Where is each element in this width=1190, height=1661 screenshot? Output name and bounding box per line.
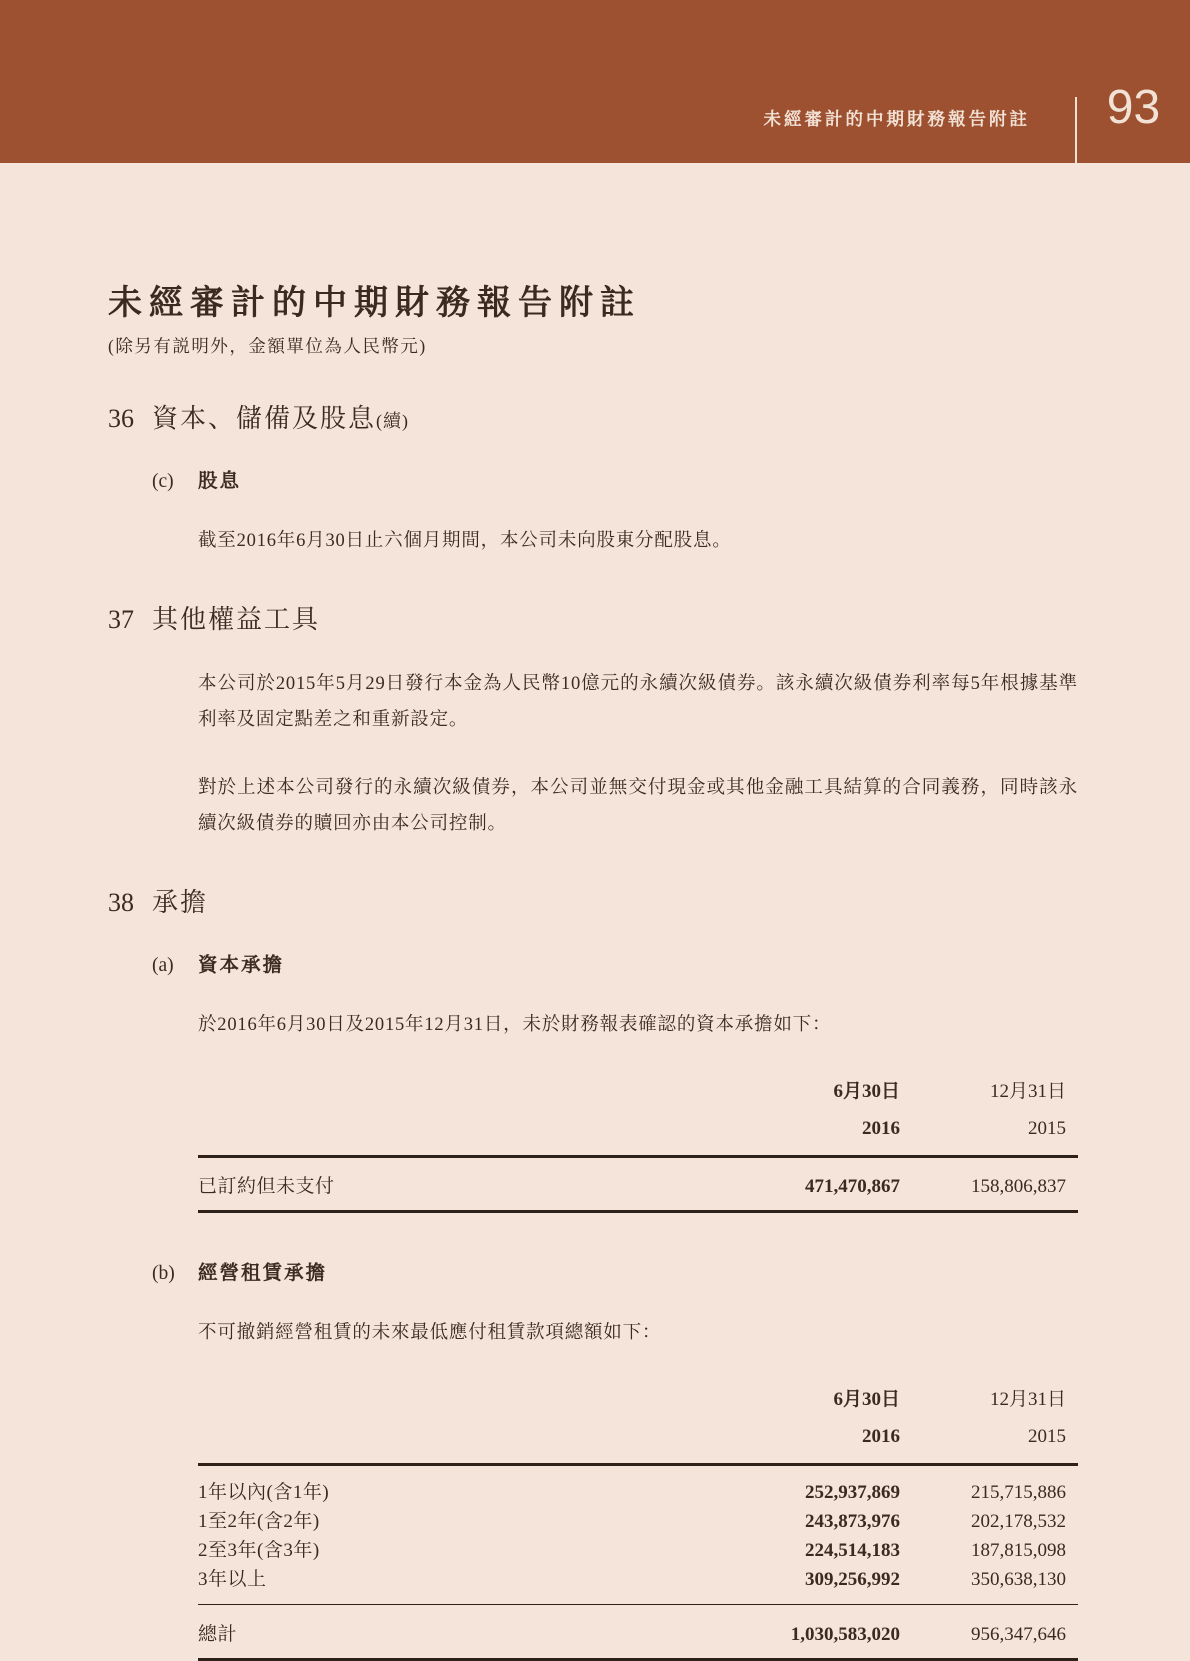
row-value-2015: 215,715,886 <box>971 1482 1066 1503</box>
col-2016-year: 2016 <box>862 1118 900 1139</box>
capital-commitments-table-header <box>198 1073 1078 1155</box>
section-36-number: 36 <box>108 404 134 433</box>
total-label: 總計 <box>198 1624 238 1645</box>
subsection-38a-title: 資本承擔 <box>198 955 285 976</box>
row-label: 1至2年(含2年) <box>198 1511 320 1532</box>
table-total-row <box>198 1605 1078 1658</box>
table-row <box>198 1565 1078 1594</box>
subsection-38a <box>152 949 1078 977</box>
document-title: 未經審計的中期財務報告附註 <box>108 285 641 322</box>
table-row <box>198 1478 1078 1507</box>
subsection-38b <box>152 1257 1078 1285</box>
section-37-paragraph-1: 本公司於2015年5月29日發行本金為人民幣10億元的永續次級債券。該永續次級債券利率每5年根據基準利率及固定點差之和重新設定。 <box>198 674 1078 730</box>
subsection-36c-title: 股息 <box>198 471 242 492</box>
col-2016-year: 2016 <box>862 1426 900 1447</box>
operating-lease-table-header <box>198 1381 1078 1463</box>
section-36 <box>108 398 1078 559</box>
row-label: 已訂約但未支付 <box>198 1176 335 1197</box>
table-header-year-row <box>198 1418 1078 1455</box>
total-value-2015: 956,347,646 <box>971 1624 1066 1645</box>
col-2015-date: 12月31日 <box>989 1389 1066 1410</box>
table-header-date-row <box>198 1073 1078 1110</box>
section-38-title: 承擔 <box>152 888 209 917</box>
section-38-number: 38 <box>108 888 134 917</box>
row-value-2015: 158,806,837 <box>971 1176 1066 1197</box>
subsection-38b-heading <box>152 1257 1078 1285</box>
subsection-36c-paragraph: 截至2016年6月30日止六個月期間，本公司未向股東分配股息。 <box>198 531 732 551</box>
row-value-2016: 243,873,976 <box>805 1511 900 1532</box>
section-37-title: 其他權益工具 <box>152 605 321 634</box>
subsection-36c <box>152 465 1078 493</box>
page-number: 93 <box>1106 81 1161 134</box>
page-header-band <box>0 0 1190 163</box>
table-header-date-row <box>198 1381 1078 1418</box>
section-36-title-text: 資本、儲備及股息 <box>152 404 377 433</box>
row-value-2016: 309,256,992 <box>805 1569 900 1590</box>
operating-lease-table-body <box>198 1466 1078 1604</box>
row-label: 2至3年(含3年) <box>198 1540 320 1561</box>
table-row <box>198 1158 1078 1210</box>
col-2015-date: 12月31日 <box>989 1081 1066 1102</box>
subsection-38a-paragraph: 於2016年6月30日及2015年12月31日，未於財務報表確認的資本承擔如下： <box>198 1015 832 1035</box>
row-value-2016: 224,514,183 <box>805 1540 900 1561</box>
document-subtitle: (除另有説明外，金額單位為人民幣元) <box>108 336 427 356</box>
subsection-38a-letter: (a) <box>152 955 174 976</box>
col-2016-date: 6月30日 <box>833 1389 900 1410</box>
section-36-heading <box>108 398 1078 435</box>
col-2016-date: 6月30日 <box>833 1081 900 1102</box>
running-header-title: 未經審計的中期財務報告附註 <box>763 109 1030 129</box>
section-38-heading <box>108 882 1078 919</box>
table-row <box>198 1507 1078 1536</box>
section-37 <box>108 599 1078 842</box>
table-row <box>198 1536 1078 1565</box>
section-37-heading <box>108 599 1078 636</box>
subsection-38b-paragraph: 不可撤銷經營租賃的未來最低應付租賃款項總額如下： <box>198 1323 662 1343</box>
col-2015-year: 2015 <box>1028 1426 1066 1447</box>
subsection-38b-title: 經營租賃承擔 <box>198 1263 328 1284</box>
row-value-2016: 252,937,869 <box>805 1482 900 1503</box>
row-value-2015: 187,815,098 <box>971 1540 1066 1561</box>
row-value-2016: 471,470,867 <box>805 1176 900 1197</box>
table-rule <box>198 1210 1078 1213</box>
total-value-2016: 1,030,583,020 <box>790 1624 900 1645</box>
table-header-year-row <box>198 1110 1078 1147</box>
subsection-38a-heading <box>152 949 1078 977</box>
row-label: 1年以內(含1年) <box>198 1482 330 1503</box>
col-2015-year: 2015 <box>1028 1118 1066 1139</box>
row-label: 3年以上 <box>198 1569 267 1590</box>
row-value-2015: 350,638,130 <box>971 1569 1066 1590</box>
capital-commitments-table <box>198 1073 1078 1213</box>
row-value-2015: 202,178,532 <box>971 1511 1066 1532</box>
section-37-number: 37 <box>108 605 134 634</box>
section-37-paragraph-2: 對於上述本公司發行的永續次級債券，本公司並無交付現金或其他金融工具結算的合同義務，同時該永續次級債券的贖回亦由本公司控制。 <box>198 778 1078 834</box>
subsection-36c-letter: (c) <box>152 471 174 492</box>
subsection-36c-heading <box>152 465 1078 493</box>
document-body <box>0 163 1190 1661</box>
section-36-title <box>152 398 409 435</box>
subsection-38b-letter: (b) <box>152 1263 175 1284</box>
section-36-title-suffix: (續) <box>376 411 410 431</box>
section-38 <box>108 882 1078 1661</box>
operating-lease-table <box>198 1381 1078 1661</box>
